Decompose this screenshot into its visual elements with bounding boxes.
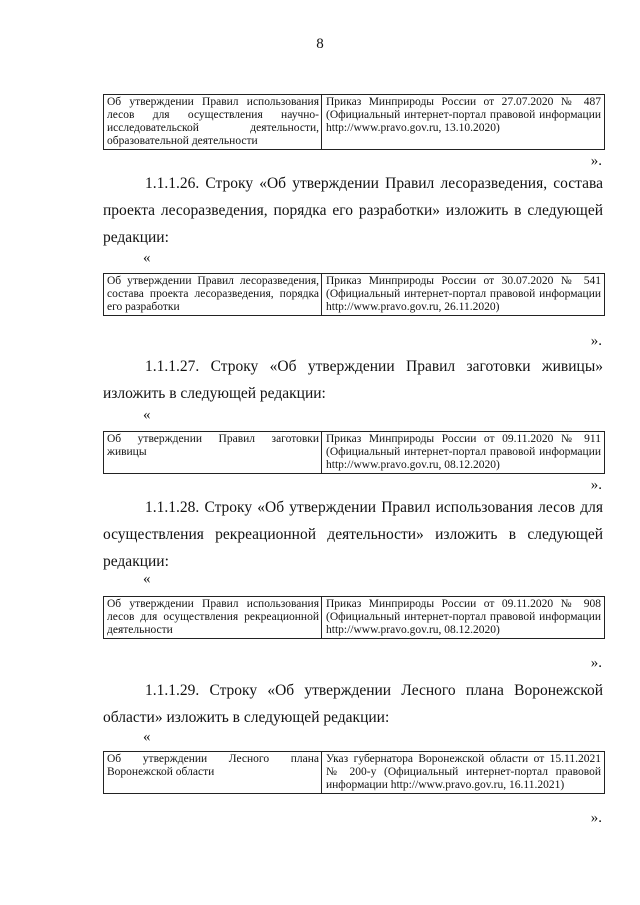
paragraph-item-26: 1.1.1.26. Строку «Об утверждении Правил лесоразведения, состава проекта лесоразведения, порядка его разработки» изложить в следующей редакции: <box>103 175 603 246</box>
table-cell-act-name: Об утверждении Правил лесоразведения, состава проекта лесоразведения, порядка его разработки <box>104 274 322 315</box>
table-row-item-26 <box>103 273 605 316</box>
paragraph-item-28: 1.1.1.28. Строку «Об утверждении Правил использования лесов для осуществления рекреационной деятельности» изложить в следующей редакции: <box>103 499 603 570</box>
closing-quote: ». <box>590 333 602 349</box>
opening-quote: « <box>143 250 151 266</box>
table-row-item-29 <box>103 751 605 794</box>
paragraph-item-27: 1.1.1.27. Строку «Об утверждении Правил заготовки живицы» изложить в следующей редакции: <box>103 358 603 402</box>
table-cell-act-name: Об утверждении Правил использования лесов для осуществления рекреационной деятельности <box>104 597 322 638</box>
table-cell-act-name: Об утверждении Правил использования лесов для осуществления научно-исследовательской деятельности, образовательной деятельности <box>104 95 322 149</box>
table-cell-act-doc: Приказ Минприроды России от 30.07.2020 № 541 (Официальный интернет-портал правовой информации http://www.pravo.gov.ru, 26.11.2020) <box>326 275 601 313</box>
table-cell-act-doc: Приказ Минприроды России от 09.11.2020 № 908 (Официальный интернет-портал правовой информации http://www.pravo.gov.ru, 08.12.2020) <box>326 598 601 636</box>
closing-quote: ». <box>590 810 602 826</box>
table-cell-act-doc: Приказ Минприроды России от 27.07.2020 № 487 (Официальный интернет-портал правовой информации http://www.pravo.gov.ru, 13.10.2020) <box>326 96 601 134</box>
table-cell-act-name: Об утверждении Лесного плана Воронежской области <box>104 752 322 793</box>
opening-quote: « <box>143 407 151 423</box>
table-cell-act-doc: Указ губернатора Воронежской области от 15.11.2021 № 200-у (Официальный интернет-портал правовой информации http://www.pravo.gov.ru, 16.11.2021) <box>326 753 601 791</box>
opening-quote: « <box>143 571 151 587</box>
closing-quote: ». <box>590 655 602 671</box>
opening-quote: « <box>143 729 151 745</box>
closing-quote: ». <box>590 153 602 169</box>
table-cell-act-doc: Приказ Минприроды России от 09.11.2020 № 911 (Официальный интернет-портал правовой информации http://www.pravo.gov.ru, 08.12.2020) <box>326 433 601 471</box>
paragraph-item-29: 1.1.1.29. Строку «Об утверждении Лесного плана Воронежской области» изложить в следующей редакции: <box>103 682 603 726</box>
table-row-prev <box>103 94 605 150</box>
page-number: 8 <box>316 36 324 52</box>
table-cell-act-name: Об утверждении Правил заготовки живицы <box>104 432 322 473</box>
table-row-item-28 <box>103 596 605 639</box>
table-row-item-27 <box>103 431 605 474</box>
closing-quote: ». <box>590 477 602 493</box>
